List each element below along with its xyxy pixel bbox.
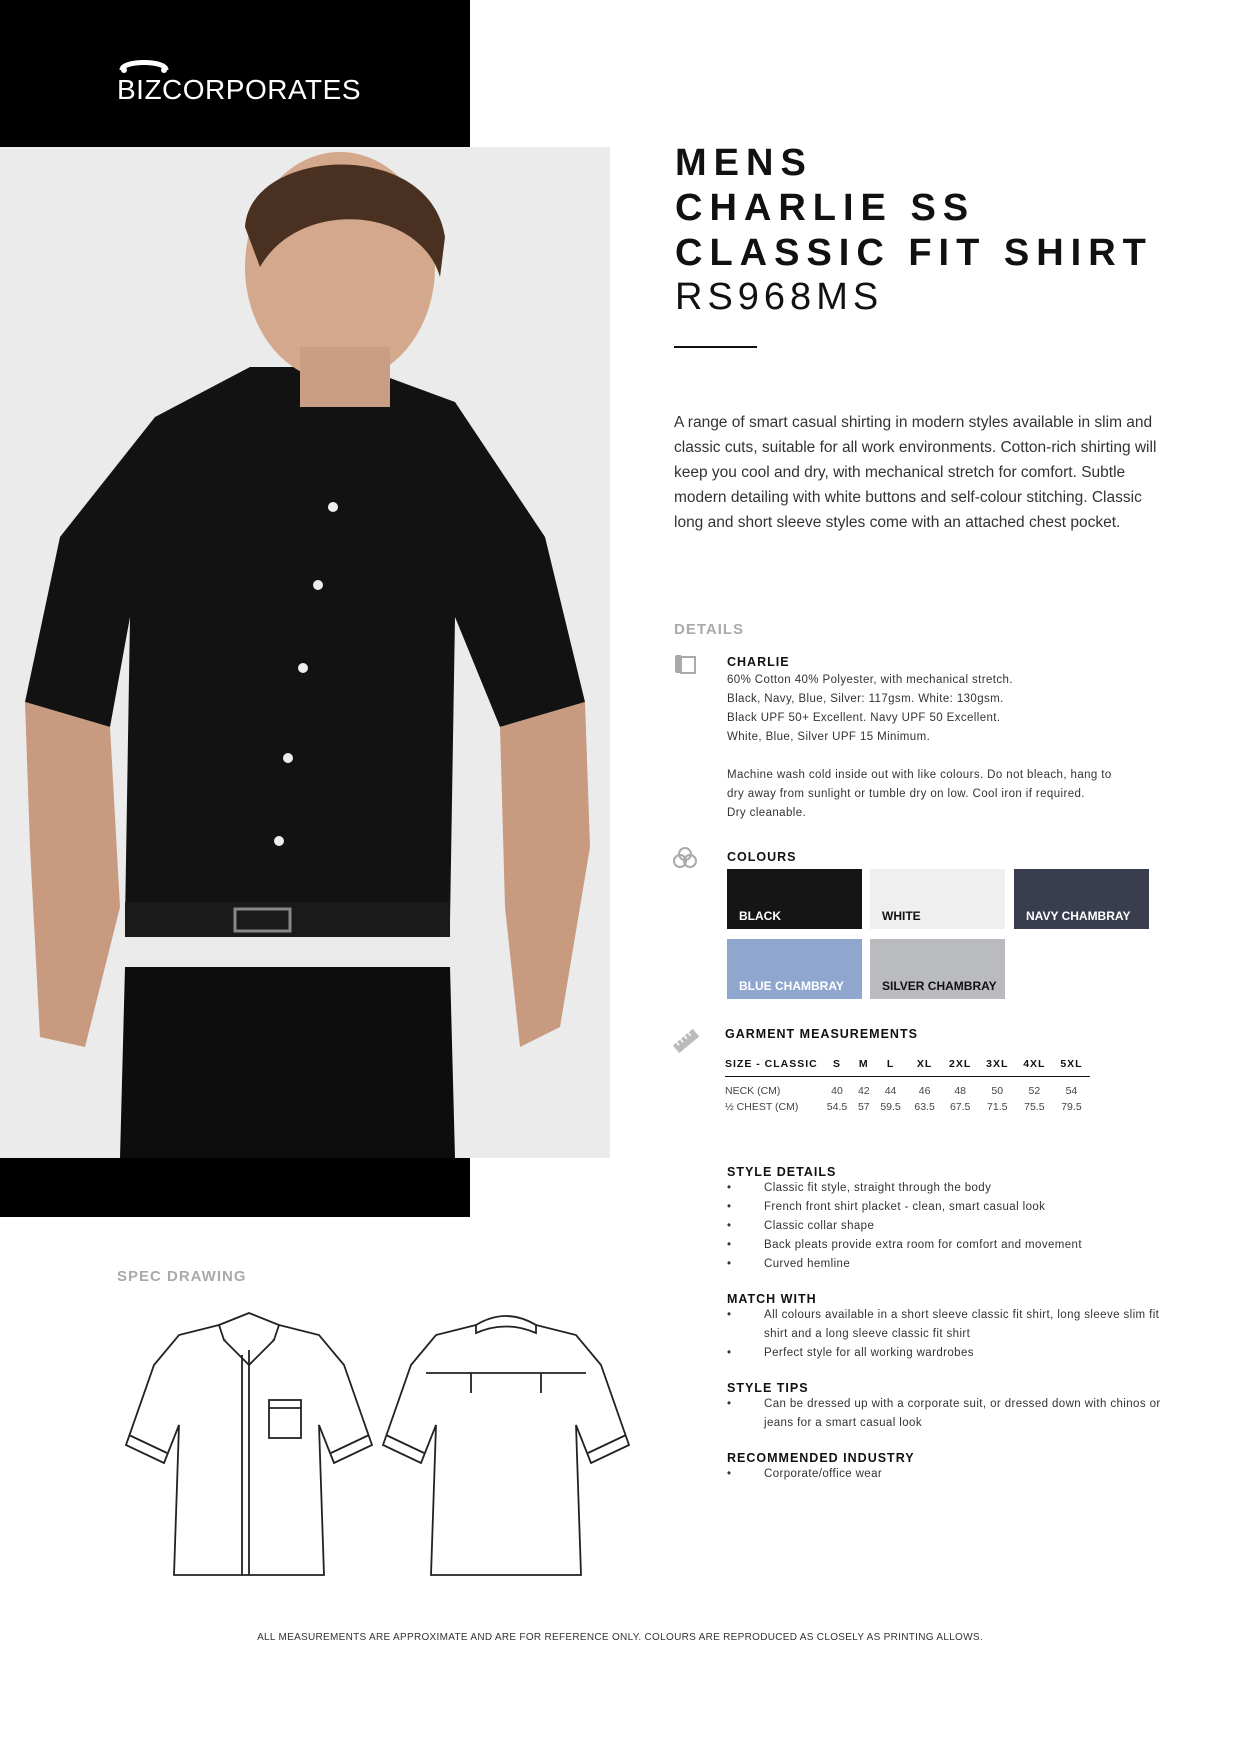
back-shirt-drawing bbox=[381, 1305, 633, 1585]
title-line-3: CLASSIC FIT SHIRT bbox=[675, 232, 1153, 274]
list-item: • Can be dressed up with a corporate suit, or dressed down with chinos or jeans for a smart casual look bbox=[727, 1395, 1177, 1433]
fabric-line: Black, Navy, Blue, Silver: 117gsm. White: 130gsm. bbox=[727, 693, 1004, 705]
table-cell: 63.5 bbox=[914, 1100, 935, 1113]
list-item: • Corporate/office wear bbox=[727, 1465, 1177, 1484]
colours-icon bbox=[673, 846, 697, 870]
title-line-1: MENS bbox=[675, 142, 813, 184]
table-cell: ½ CHEST (CM) bbox=[725, 1100, 799, 1113]
colour-name: SILVER CHAMBRAY bbox=[882, 979, 997, 993]
table-cell: 42 bbox=[857, 1084, 870, 1097]
table-row bbox=[725, 1097, 1090, 1117]
table-cell: 48 bbox=[954, 1084, 966, 1097]
colour-swatch bbox=[870, 939, 1005, 999]
table-cell: 54.5 bbox=[826, 1100, 848, 1113]
colour-name: NAVY CHAMBRAY bbox=[1026, 909, 1131, 923]
industry-list bbox=[727, 1465, 1177, 1484]
list-item: • Curved hemline bbox=[727, 1255, 1177, 1274]
table-row bbox=[725, 1076, 1090, 1097]
table-header: S bbox=[820, 1052, 854, 1076]
table-cell: 79.5 bbox=[1061, 1100, 1082, 1113]
table-cell: 67.5 bbox=[949, 1100, 971, 1113]
fabric-name: CHARLIE bbox=[727, 655, 790, 669]
style-tips-label: STYLE TIPS bbox=[727, 1381, 809, 1395]
table-cell: 71.5 bbox=[987, 1100, 1008, 1113]
measurements-table bbox=[725, 1052, 1090, 1117]
disclaimer-footer: ALL MEASUREMENTS ARE APPROXIMATE AND ARE FOR REFERENCE ONLY. COLOURS ARE REPRODUCED AS CLOSELY AS PRINTING ALLOWS. bbox=[257, 1632, 983, 1643]
spec-drawing-label: SPEC DRAWING bbox=[117, 1268, 247, 1285]
list-item: • Perfect style for all working wardrobes bbox=[727, 1344, 1177, 1363]
table-header: M bbox=[854, 1052, 873, 1076]
fabric-line: White, Blue, Silver UPF 15 Minimum. bbox=[727, 731, 931, 743]
table-header: 2XL bbox=[942, 1052, 979, 1076]
care-line: Dry cleanable. bbox=[727, 807, 807, 819]
care-line: Machine wash cold inside out with like colours. Do not bleach, hang to bbox=[727, 769, 1112, 781]
industry-label: RECOMMENDED INDUSTRY bbox=[727, 1451, 915, 1465]
match-with-list bbox=[727, 1306, 1177, 1363]
list-item: • Classic fit style, straight through the body bbox=[727, 1179, 1177, 1198]
style-tips-list bbox=[727, 1395, 1177, 1433]
brand-logo: BIZCORPORATES bbox=[117, 74, 362, 105]
table-header: 3XL bbox=[979, 1052, 1016, 1076]
product-code: RS968MS bbox=[675, 276, 884, 318]
colour-name: WHITE bbox=[882, 909, 921, 923]
list-item: • French front shirt placket - clean, smart casual look bbox=[727, 1198, 1177, 1217]
colour-name: BLACK bbox=[739, 909, 781, 923]
style-details-label: STYLE DETAILS bbox=[727, 1165, 837, 1179]
fabric-line: Black UPF 50+ Excellent. Navy UPF 50 Excellent. bbox=[727, 712, 1001, 724]
fabric-info bbox=[727, 671, 1112, 823]
table-header: 4XL bbox=[1016, 1052, 1053, 1076]
table-cell: 44 bbox=[884, 1084, 897, 1097]
table-header: 5XL bbox=[1053, 1052, 1090, 1076]
table-cell: 40 bbox=[831, 1084, 843, 1097]
fabric-icon bbox=[673, 652, 697, 676]
table-cell: NECK (CM) bbox=[725, 1084, 781, 1097]
colour-name: BLUE CHAMBRAY bbox=[739, 979, 844, 993]
model-photo bbox=[0, 147, 610, 1158]
style-details-list bbox=[727, 1179, 1177, 1274]
table-cell: 54 bbox=[1065, 1084, 1078, 1097]
photo-footer-bar bbox=[0, 1158, 470, 1217]
list-item: • Classic collar shape bbox=[727, 1217, 1177, 1236]
table-header: SIZE - CLASSIC bbox=[725, 1052, 820, 1076]
logo-mark-icon bbox=[118, 58, 170, 74]
style-details-section bbox=[727, 1165, 1177, 1484]
table-cell: 46 bbox=[918, 1084, 931, 1097]
fabric-line: 60% Cotton 40% Polyester, with mechanical stretch. bbox=[727, 674, 1013, 686]
front-shirt-drawing bbox=[124, 1305, 376, 1585]
table-cell: 52 bbox=[1028, 1084, 1041, 1097]
list-item: • All colours available in a short sleeve classic fit shirt, long sleeve slim fit shirt and a long sleeve classic fit shirt bbox=[727, 1306, 1177, 1344]
colour-swatch bbox=[1014, 869, 1149, 929]
measurements-label: GARMENT MEASUREMENTS bbox=[725, 1027, 918, 1041]
colour-swatch bbox=[727, 939, 862, 999]
table-cell: 50 bbox=[991, 1084, 1004, 1097]
care-line: dry away from sunlight or tumble dry on low. Cool iron if required. bbox=[727, 788, 1085, 800]
match-with-label: MATCH WITH bbox=[727, 1292, 817, 1306]
table-header: L bbox=[874, 1052, 908, 1076]
table-header: XL bbox=[908, 1052, 942, 1076]
table-cell: 75.5 bbox=[1024, 1100, 1045, 1113]
list-item: • Back pleats provide extra room for comfort and movement bbox=[727, 1236, 1177, 1255]
ruler-icon bbox=[671, 1026, 701, 1056]
colours-label: COLOURS bbox=[727, 850, 797, 864]
title-line-2: CHARLIE SS bbox=[675, 187, 976, 229]
colour-swatch bbox=[870, 869, 1005, 929]
table-cell: 57 bbox=[857, 1100, 870, 1113]
colour-swatch bbox=[727, 869, 862, 929]
table-cell: 59.5 bbox=[880, 1100, 901, 1113]
details-label: DETAILS bbox=[674, 621, 745, 638]
title-divider bbox=[674, 346, 757, 348]
product-description: A range of smart casual shirting in modern styles available in slim and classic cuts, suitable for all work environments. Cotton-rich shirting will keep you cool and dry, with mechanical stretch for comfort. Subtle modern detailing with white buttons and self-colour stitching. Classic long and short sleeve styles come with an attached chest pocket. bbox=[674, 414, 1157, 531]
